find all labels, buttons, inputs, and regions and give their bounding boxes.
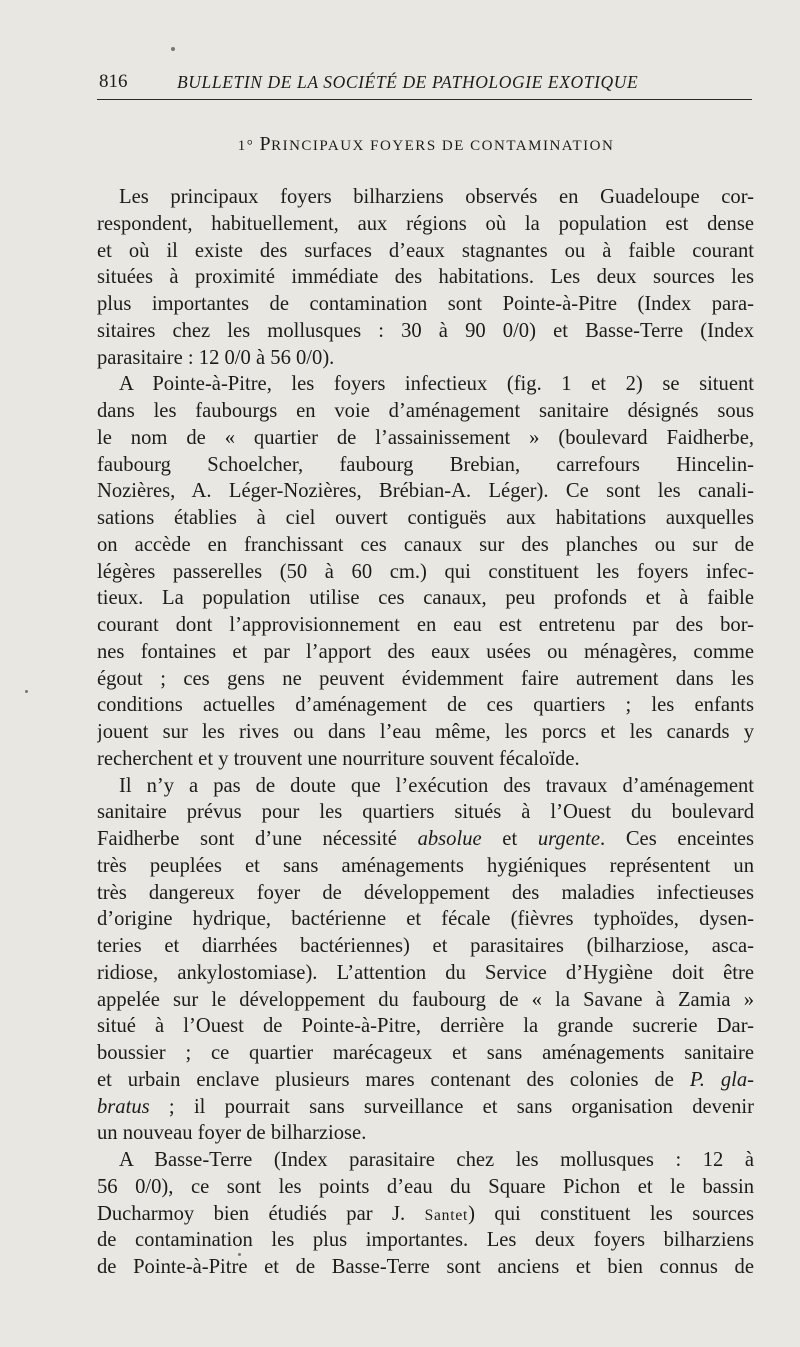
text-line: et où il existe des surfaces d’eaux stagnantes ou à faible courant — [97, 239, 754, 262]
text-line: respondent, habituellement, aux régions où la population est dense — [97, 212, 754, 235]
text-run: Ducharmoy bien étudiés par J. — [97, 1202, 425, 1225]
text-line: le nom de « quartier de l’assainissement » (boulevard Faidherbe, — [97, 426, 754, 449]
emphasis-absolue: absolue — [417, 828, 482, 850]
text-line: boussier ; ce quartier marécageux et sans aménagements sanitaire — [97, 1042, 754, 1064]
text-line: sations établies à ciel ouvert contiguës aux habitations auxquelles — [97, 507, 754, 529]
text-line: de contamination les plus importantes. Les deux foyers bilharziens — [97, 1229, 754, 1252]
text-line — [97, 1201, 754, 1228]
text-line: recherchent et y trouvent une nourriture souvent fécaloïde. — [97, 747, 580, 770]
text-line — [97, 1094, 754, 1121]
text-line: très peuplées et sans aménagements hygiéniques représentent un — [97, 854, 754, 877]
text-line: situé à l’Ouest de Pointe-à-Pitre, derrière la grande sucrerie Dar- — [97, 1015, 754, 1038]
text-line: nes fontaines et par l’apport des eaux usées ou ménagères, comme — [97, 640, 754, 663]
header-rule — [97, 99, 752, 100]
text-line — [97, 1067, 754, 1094]
text-line: d’origine hydrique, bactérienne et fécale (fièvres typhoïdes, dysen- — [97, 908, 754, 931]
paragraph-2 — [97, 371, 754, 772]
text-line: de Pointe-à-Pitre et de Basse-Terre sont anciens et bien connus de — [97, 1256, 754, 1278]
text-line: A Pointe-à-Pitre, les foyers infectieux (fig. 1 et 2) se situent — [119, 373, 754, 396]
species-name: P. gla- — [689, 1068, 754, 1091]
species-name: bratus — [97, 1095, 150, 1118]
text-line: appelée sur le développement du faubourg de « la Savane à Zamia » — [97, 988, 754, 1011]
text-line: très dangereux foyer de développement des maladies infectieuses — [97, 881, 754, 904]
author-name: Santet — [424, 1206, 469, 1224]
page-number: 816 — [99, 71, 128, 92]
section-heading-text: RINCIPAUX FOYERS DE CONTAMINATION — [271, 138, 615, 154]
text-run: et — [481, 828, 538, 850]
text-line: plus importantes de contamination sont Pointe-à-Pitre (Index para- — [97, 293, 754, 315]
running-title: BULLETIN DE LA SOCIÉTÉ DE PATHOLOGIE EXOTIQUE — [177, 72, 639, 92]
text-line: on accède en franchissant ces canaux sur des planches ou sur de — [97, 533, 754, 556]
text-line: dans les faubourgs en voie d’aménagement sanitaire désignés sous — [97, 400, 754, 422]
text-line — [97, 826, 754, 853]
text-line: un nouveau foyer de bilharziose. — [97, 1122, 367, 1145]
section-number: 1° — [237, 138, 255, 154]
print-speck — [171, 47, 175, 51]
text-line: Il n’y a pas de doute que l’exécution des travaux d’aménagement — [119, 774, 754, 797]
text-run: ; il pourrait sans surveillance et sans organisation devenir — [149, 1095, 754, 1118]
text-line: ridiose, ankylostomiase). L’attention du Service d’Hygiène doit être — [97, 961, 754, 984]
text-run: et urbain enclave plusieurs mares contenant des colonies de — [97, 1068, 690, 1091]
text-line: égout ; ces gens ne peuvent évidemment faire autrement dans les — [97, 667, 754, 690]
text-line: Nozières, A. Léger-Nozières, Brébian-A. Léger). Ce sont les canali- — [97, 480, 754, 503]
text-line: 56 0/0), ce sont les points d’eau du Square Pichon et le bassin — [97, 1175, 754, 1198]
text-line: jouent sur les rives ou dans l’eau même, les porcs et les canards y — [97, 721, 754, 743]
page-header — [97, 68, 752, 100]
text-line: Les principaux foyers bilharziens observés en Guadeloupe cor- — [119, 186, 754, 208]
print-speck — [25, 690, 28, 693]
paragraph-4 — [97, 1147, 754, 1281]
paragraph-1 — [97, 184, 754, 371]
text-run: Faidherbe sont d’une nécessité — [97, 828, 418, 850]
text-line: situées à proximité immédiate des habitations. Les deux sources les — [97, 266, 754, 289]
text-run: . Ces enceintes — [600, 828, 754, 850]
text-line: A Basse-Terre (Index parasitaire chez les mollusques : 12 à — [119, 1149, 754, 1171]
text-run: ) qui constituent les sources — [468, 1202, 754, 1225]
article-body — [97, 184, 754, 1281]
text-line: faubourg Schoelcher, faubourg Brebian, carrefours Hincelin- — [97, 453, 754, 476]
text-line: courant dont l’approvisionnement en eau est entretenu par des bor- — [97, 614, 754, 636]
text-line: tieux. La population utilise ces canaux, peu profonds et à faible — [97, 587, 754, 610]
text-line: sitaires chez les mollusques : 30 à 90 0/0) et Basse-Terre (Index — [97, 319, 754, 342]
text-line: conditions actuelles d’aménagement de ces quartiers ; les enfants — [97, 694, 754, 717]
text-line: légères passerelles (50 à 60 cm.) qui constituent les foyers infec- — [97, 560, 754, 583]
text-line: teries et diarrhées bactériennes) et parasitaires (bilharziose, asca- — [97, 935, 754, 957]
section-heading-initial: P — [259, 133, 272, 155]
paragraph-3 — [97, 773, 754, 1148]
text-line: parasitaire : 12 0/0 à 56 0/0). — [97, 346, 335, 369]
section-heading — [0, 133, 800, 156]
text-line: sanitaire prévus pour les quartiers situés à l’Ouest du boulevard — [97, 801, 754, 824]
emphasis-urgente: urgente — [537, 828, 600, 850]
